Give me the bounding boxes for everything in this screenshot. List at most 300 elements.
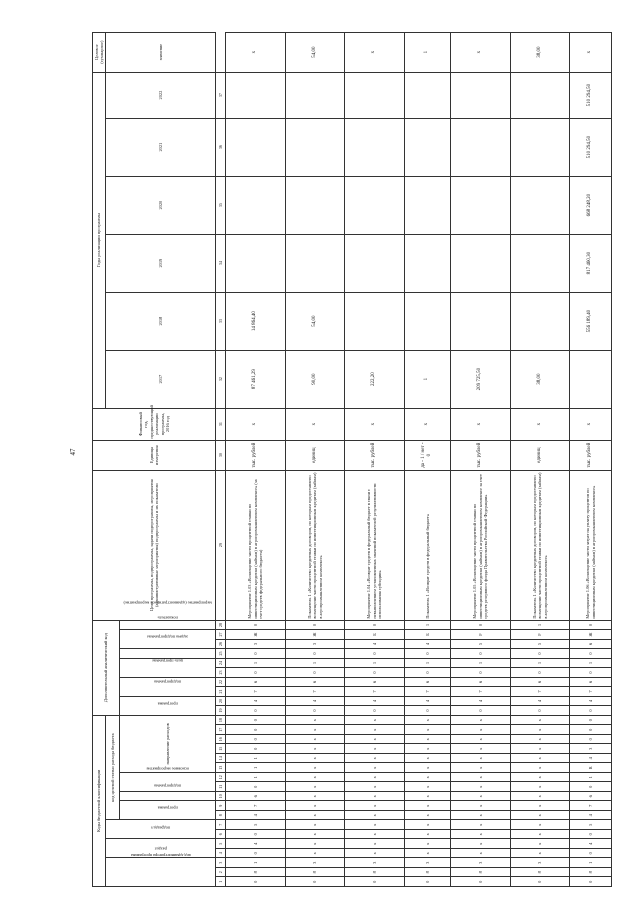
column-number: 6	[216, 830, 226, 840]
column-number: 35	[216, 176, 226, 234]
column-number: 26	[216, 639, 226, 649]
cell-y2018	[510, 292, 570, 350]
code-cell: х	[404, 715, 451, 725]
code-cell: 3	[451, 858, 511, 868]
code-cell: х	[285, 725, 345, 735]
code-cell: 4	[570, 754, 612, 764]
code-cell: х	[451, 754, 511, 764]
code-cell: 7	[226, 801, 286, 811]
code-cell: 0	[451, 706, 511, 716]
row-name: Мероприятие 1.05 «Возмещение части процентной ставки по инвестиционным кредитам (займам) в агропромышленном комплексе за счет средств резервного фонда Правительства Российской Федерации»	[451, 470, 511, 620]
code-cell: х	[345, 744, 405, 754]
code-cell: х	[451, 849, 511, 859]
code-cell: 3	[404, 858, 451, 868]
header-analit-podprogramma: подпрограмма	[120, 677, 216, 696]
cell-y2020	[451, 176, 511, 234]
cell-y2017: 38,00	[510, 350, 570, 408]
header-fin-year: Финансовый год, предшествующий реализации программы, 2016 год	[93, 408, 216, 440]
code-cell: 4	[404, 696, 451, 706]
code-cell: 1	[451, 658, 511, 668]
cell-y2017: 90,00	[285, 350, 345, 408]
code-cell: 0	[226, 715, 286, 725]
cell-y2018: 54,00	[285, 292, 345, 350]
code-cell: х	[404, 725, 451, 735]
code-cell: х	[510, 744, 570, 754]
code-cell: Ж	[226, 630, 286, 640]
code-cell: 8	[226, 868, 286, 878]
header-year-2020: 2020	[106, 176, 216, 234]
code-cell: х	[451, 773, 511, 783]
code-cell: 4	[570, 839, 612, 849]
header-codes: Коды бюджетной классификации	[93, 715, 106, 886]
cell-fin-year: х	[570, 408, 612, 440]
column-number: 23	[216, 668, 226, 678]
code-cell: 0	[285, 620, 345, 630]
code-cell: 4	[451, 696, 511, 706]
code-cell: х	[510, 725, 570, 735]
code-cell: 7	[570, 687, 612, 697]
code-cell: 0	[570, 735, 612, 745]
column-number: 8	[216, 811, 226, 821]
code-cell: 0	[285, 668, 345, 678]
code-cell: х	[285, 830, 345, 840]
code-cell: 7	[345, 687, 405, 697]
code-cell: х	[285, 735, 345, 745]
cell-y2020	[510, 176, 570, 234]
code-cell: х	[285, 754, 345, 764]
column-number: 24	[216, 658, 226, 668]
code-cell: 6	[570, 677, 612, 687]
code-cell: х	[451, 830, 511, 840]
code-cell: 8	[345, 868, 405, 878]
code-cell: 1	[570, 658, 612, 668]
code-cell: 0	[451, 620, 511, 630]
code-cell: 0	[226, 620, 286, 630]
cell-unit: тыс. рублей	[345, 440, 405, 470]
cell-final: 38,00	[510, 32, 570, 72]
code-cell: 4	[226, 839, 286, 849]
table-row	[570, 32, 612, 886]
code-cell: 8	[451, 868, 511, 878]
code-cell: 0	[226, 649, 286, 659]
code-cell: 0	[451, 877, 511, 887]
cell-unit: тыс. рублей	[226, 440, 286, 470]
code-cell: х	[345, 735, 405, 745]
code-cell: 7	[570, 801, 612, 811]
table-row	[451, 32, 511, 886]
code-cell: х	[404, 782, 451, 792]
row-name: Показатель 1 «Возврат средств в федеральный бюджет»	[404, 470, 451, 620]
column-number-row	[216, 32, 226, 886]
code-cell: 5	[226, 820, 286, 830]
code-cell: 1	[510, 620, 570, 630]
code-cell: 4	[226, 696, 286, 706]
column-number: 19	[216, 706, 226, 716]
header-unit: Единица измерения	[93, 440, 216, 470]
code-cell: 0	[570, 706, 612, 716]
code-cell: х	[510, 754, 570, 764]
code-cell: х	[285, 849, 345, 859]
code-cell: 1	[285, 658, 345, 668]
cell-unit: тыс. рублей	[451, 440, 511, 470]
code-cell: 0	[226, 706, 286, 716]
code-cell: 3	[510, 858, 570, 868]
code-cell: 1	[570, 858, 612, 868]
row-name: Показатель 1 «Количество кредитных договоров, по которым предоставлено возмещение части процентной ставки по инвестиционным кредитам (займам) в агропромышленном комплексе»	[285, 470, 345, 620]
row-name: Показатель 1 «Количество кредитных договоров, по которым предоставлено возмещение части процентной ставки по инвестиционным кредитам (займам) в агропромышленном комплексе»	[510, 470, 570, 620]
header-year-2022: 2022	[106, 72, 216, 118]
code-cell: 0	[570, 877, 612, 887]
cell-fin-year: х	[404, 408, 451, 440]
code-cell: х	[285, 801, 345, 811]
code-cell: х	[510, 830, 570, 840]
column-number: 27	[216, 630, 226, 640]
code-cell: 5	[510, 639, 570, 649]
code-cell: 0	[570, 725, 612, 735]
code-cell: х	[451, 725, 511, 735]
table-row	[404, 32, 451, 886]
code-cell: х	[451, 811, 511, 821]
code-cell: 4	[570, 696, 612, 706]
cell-y2017: 87 461,29	[226, 350, 286, 408]
code-cell: 4	[285, 696, 345, 706]
cell-y2018	[404, 292, 451, 350]
code-cell: х	[404, 754, 451, 764]
cell-y2020	[404, 176, 451, 234]
cell-y2021	[345, 118, 405, 176]
header-podprogramma: подпрограмма	[120, 792, 216, 802]
code-cell: х	[404, 792, 451, 802]
cell-y2021	[451, 118, 511, 176]
code-cell: х	[510, 849, 570, 859]
code-cell: х	[451, 820, 511, 830]
cell-y2019	[285, 234, 345, 292]
code-cell: х	[404, 801, 451, 811]
code-cell: 0	[570, 715, 612, 725]
code-cell: 1	[404, 620, 451, 630]
code-cell: 1	[570, 773, 612, 783]
cell-y2021	[285, 118, 345, 176]
code-cell: 0	[226, 830, 286, 840]
column-number: 11	[216, 782, 226, 792]
cell-y2019	[226, 234, 286, 292]
column-number: 33	[216, 292, 226, 350]
code-cell: Б	[404, 630, 451, 640]
code-cell: х	[285, 773, 345, 783]
cell-y2019	[404, 234, 451, 292]
header-name: Цели программы, подпрограммы, задачи подпрограммы, мероприятия (административные мероприятия) подпрограммы и их показатели	[93, 470, 216, 620]
code-cell: 6	[404, 677, 451, 687]
code-cell: х	[510, 801, 570, 811]
code-cell: 0	[226, 782, 286, 792]
code-cell: 0	[510, 877, 570, 887]
code-cell: 7	[451, 687, 511, 697]
code-cell: х	[510, 715, 570, 725]
header-razdel: раздел	[106, 839, 216, 858]
code-cell: х	[451, 782, 511, 792]
row-name: Мероприятие 1.03 «Возмещение части процентной ставки по инвестиционным кредитам (займам) в агропромышленном комплексе» (за счет средств федерального бюджета)	[226, 470, 286, 620]
column-number: 18	[216, 715, 226, 725]
cell-y2022	[285, 72, 345, 118]
code-cell: 5	[451, 639, 511, 649]
header-years: Годы реализации программы	[93, 72, 106, 408]
code-cell: 8	[570, 868, 612, 878]
cell-y2020	[345, 176, 405, 234]
code-cell: х	[345, 763, 405, 773]
cell-y2020	[285, 176, 345, 234]
code-cell: 0	[510, 649, 570, 659]
cell-y2017: 222,20	[345, 350, 405, 408]
code-cell: 0	[345, 668, 405, 678]
code-cell: 0	[570, 830, 612, 840]
code-cell: 6	[285, 677, 345, 687]
code-cell: х	[510, 792, 570, 802]
header-final-group: Целевое (суммарное)	[93, 32, 106, 72]
code-cell: х	[285, 782, 345, 792]
code-cell: х	[510, 735, 570, 745]
code-cell: х	[404, 839, 451, 849]
header-final: значение	[106, 32, 216, 72]
code-cell: х	[404, 763, 451, 773]
code-cell: 6	[345, 677, 405, 687]
code-cell: 6	[451, 677, 511, 687]
code-cell: 0	[451, 668, 511, 678]
header-analytic: Дополнительный аналитический код	[93, 620, 120, 715]
cell-y2018: 14 864,40	[226, 292, 286, 350]
code-cell: х	[451, 801, 511, 811]
cell-y2022	[404, 72, 451, 118]
cell-y2017	[570, 350, 612, 408]
code-cell: 1	[226, 658, 286, 668]
cell-y2021: 510 294,50	[570, 118, 612, 176]
code-cell: х	[451, 763, 511, 773]
column-number: 17	[216, 725, 226, 735]
code-cell: 0	[404, 706, 451, 716]
column-number: 13	[216, 763, 226, 773]
code-cell: 0	[285, 706, 345, 716]
code-cell: 0	[285, 877, 345, 887]
cell-y2019	[451, 234, 511, 292]
code-cell: х	[404, 820, 451, 830]
table-row	[345, 32, 405, 886]
code-cell: 1	[226, 754, 286, 764]
table-row	[285, 32, 345, 886]
cell-y2021	[404, 118, 451, 176]
code-cell: 5	[570, 820, 612, 830]
cell-final: х	[570, 32, 612, 72]
cell-y2022	[451, 72, 511, 118]
code-cell: 4	[345, 696, 405, 706]
column-number: 25	[216, 649, 226, 659]
row-name: Мероприятие 1.04 «Возврат средств в федеральный бюджет в связи с невыполнением установленных значений показателей результативности использования субсидии»	[345, 470, 405, 620]
header-year-2017: 2017	[106, 350, 216, 408]
code-cell: 1	[226, 773, 286, 783]
code-cell: х	[285, 715, 345, 725]
column-number: 14	[216, 754, 226, 764]
code-cell: х	[345, 725, 405, 735]
code-cell: 3	[345, 858, 405, 868]
code-cell: 4	[510, 696, 570, 706]
code-cell: х	[510, 763, 570, 773]
program-table	[92, 32, 612, 887]
code-cell: х	[510, 820, 570, 830]
cell-y2020: 668 248,20	[570, 176, 612, 234]
cell-unit: единиц	[510, 440, 570, 470]
code-cell: 7	[404, 687, 451, 697]
code-cell: 0	[510, 706, 570, 716]
code-cell: х	[451, 735, 511, 745]
header-analit-pokazatel: показатель	[120, 620, 216, 630]
table-header	[93, 32, 226, 886]
row-name: Мероприятие 1.06 «Возмещение части затрат на уплату процентов по инвестиционным кредитам (займам) в агропромышленном комплексе»	[570, 470, 612, 620]
code-cell: х	[510, 811, 570, 821]
code-cell: Ж	[285, 630, 345, 640]
code-cell: 0	[404, 649, 451, 659]
column-number: 31	[216, 408, 226, 440]
column-number: 2	[216, 868, 226, 878]
cell-fin-year: х	[510, 408, 570, 440]
code-cell: х	[285, 820, 345, 830]
code-cell: х	[285, 839, 345, 849]
header-analit-programma: программа	[120, 696, 216, 715]
cell-y2019: 817 460,30	[570, 234, 612, 292]
document-page	[92, 37, 612, 887]
code-cell: 0	[226, 877, 286, 887]
column-number: 32	[216, 350, 226, 408]
code-cell: х	[345, 792, 405, 802]
code-cell: х	[510, 839, 570, 849]
code-cell: 8	[404, 868, 451, 878]
code-cell: х	[345, 811, 405, 821]
code-cell: х	[451, 715, 511, 725]
cell-y2018: 556 189,40	[570, 292, 612, 350]
code-cell: х	[345, 754, 405, 764]
code-cell: х	[404, 744, 451, 754]
column-number: 21	[216, 687, 226, 697]
code-cell: 0	[345, 649, 405, 659]
code-cell: 1	[226, 763, 286, 773]
code-cell: 6	[226, 792, 286, 802]
code-cell: 0	[226, 744, 286, 754]
code-cell: х	[345, 782, 405, 792]
code-cell: R	[570, 763, 612, 773]
cell-fin-year: х	[285, 408, 345, 440]
code-cell: 0	[404, 668, 451, 678]
code-cell: 4	[345, 639, 405, 649]
header-analit-meropr: мероприятие (административное мероприятие)	[120, 630, 216, 649]
code-cell: 0	[570, 649, 612, 659]
column-number: 12	[216, 773, 226, 783]
column-number: 15	[216, 744, 226, 754]
code-cell: 3	[285, 858, 345, 868]
code-cell: 7	[510, 687, 570, 697]
code-cell: 1	[510, 658, 570, 668]
code-cell: х	[285, 792, 345, 802]
cell-fin-year: х	[226, 408, 286, 440]
code-cell: х	[285, 811, 345, 821]
header-analit-cel: цель программы	[120, 658, 216, 677]
cell-y2017: 1	[404, 350, 451, 408]
code-cell: х	[451, 839, 511, 849]
column-number: 5	[216, 839, 226, 849]
code-cell: 4	[570, 811, 612, 821]
code-cell: х	[404, 830, 451, 840]
code-cell: 0	[570, 849, 612, 859]
header-admin: код администратора программы	[106, 858, 216, 887]
cell-unit: единиц	[285, 440, 345, 470]
cell-final: х	[451, 32, 511, 72]
code-cell: х	[285, 744, 345, 754]
cell-y2017: 209 725,50	[451, 350, 511, 408]
code-cell: 6	[510, 677, 570, 687]
header-year-2018: 2018	[106, 292, 216, 350]
code-cell: х	[345, 839, 405, 849]
cell-final: 54,00	[285, 32, 345, 72]
code-cell: х	[404, 849, 451, 859]
code-cell: 0	[451, 649, 511, 659]
column-number: 7	[216, 820, 226, 830]
code-cell: 0	[345, 877, 405, 887]
code-cell: х	[404, 773, 451, 783]
column-number: 36	[216, 118, 226, 176]
code-cell: х	[285, 763, 345, 773]
table-body	[226, 32, 612, 886]
code-cell: 0	[226, 725, 286, 735]
code-cell: 0	[226, 668, 286, 678]
code-cell: 1	[226, 858, 286, 868]
code-cell: 0	[345, 706, 405, 716]
code-cell: х	[404, 735, 451, 745]
header-osn-meropr: основное мероприятие	[120, 773, 216, 792]
header-podrazdel: подраздел	[106, 820, 216, 839]
column-number: 22	[216, 677, 226, 687]
code-cell: х	[345, 830, 405, 840]
code-cell: 1	[404, 658, 451, 668]
cell-y2020	[226, 176, 286, 234]
column-number: 10	[216, 792, 226, 802]
cell-fin-year: х	[345, 408, 405, 440]
cell-y2022	[510, 72, 570, 118]
code-cell: х	[345, 715, 405, 725]
page-number: 47	[69, 448, 77, 456]
code-cell: х	[451, 744, 511, 754]
code-cell: х	[345, 801, 405, 811]
code-cell: F	[451, 630, 511, 640]
header-year-2019: 2019	[106, 234, 216, 292]
code-cell: F	[510, 630, 570, 640]
code-cell: х	[510, 773, 570, 783]
cell-y2021	[510, 118, 570, 176]
code-cell: Б	[345, 630, 405, 640]
column-number: 9	[216, 801, 226, 811]
cell-y2022	[345, 72, 405, 118]
code-cell: 8	[285, 868, 345, 878]
cell-y2019	[345, 234, 405, 292]
code-cell: 3	[570, 744, 612, 754]
cell-final: х	[345, 32, 405, 72]
code-cell: 3	[285, 639, 345, 649]
code-cell: х	[345, 773, 405, 783]
column-number: 20	[216, 696, 226, 706]
header-napravlenie: направление расходов	[120, 715, 216, 772]
cell-y2021	[226, 118, 286, 176]
code-cell: 0	[570, 620, 612, 630]
column-number: 29	[216, 470, 226, 620]
code-cell: 4	[404, 639, 451, 649]
code-cell: 0	[285, 649, 345, 659]
code-cell: 0	[510, 668, 570, 678]
column-number: 30	[216, 440, 226, 470]
